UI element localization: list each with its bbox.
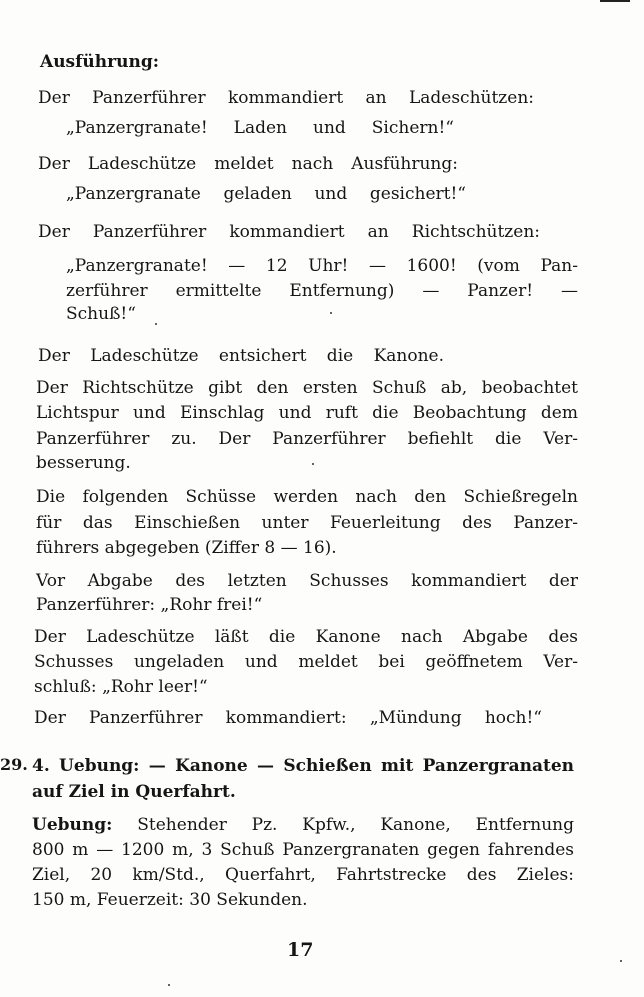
exercise-text: Stehender Pz. Kpfw., Kanone, Entfernung — [137, 815, 575, 835]
text-line: Der Ladeschütze läßt die Kanone nach Abgabe des — [34, 627, 578, 647]
exercise-line: Ziel, 20 km/Std., Querfahrt, Fahrtstrecke des Zieles: — [32, 865, 574, 885]
exercise-line — [32, 814, 574, 836]
text-line: „Panzergranate geladen und gesichert!“ — [66, 184, 466, 204]
text-line: Lichtspur und Einschlag und ruft die Beobachtung dem — [36, 403, 578, 423]
paragraph-number: 29. — [0, 755, 28, 774]
scan-speck — [155, 323, 157, 325]
text-line: Der Panzerführer kommandiert an Richtschützen: — [38, 222, 540, 242]
section-title-line: 4. Uebung: — Kanone — Schießen mit Panzergranaten — [32, 756, 574, 776]
section-heading: Ausführung: — [40, 52, 159, 72]
page-number: 17 — [287, 939, 314, 961]
exercise-line: 800 m — 1200 m, 3 Schuß Panzergranaten gegen fahrendes — [32, 840, 574, 860]
text-line: Der Ladeschütze meldet nach Ausführung: — [38, 154, 458, 174]
scan-edge-mark — [600, 0, 630, 2]
text-line: Der Ladeschütze entsichert die Kanone. — [38, 346, 444, 366]
text-line: besserung. — [36, 453, 131, 473]
exercise-label: Uebung: — [32, 815, 113, 835]
text-line: Die folgenden Schüsse werden nach den Schießregeln — [36, 487, 578, 507]
text-line: Vor Abgabe des letzten Schusses kommandiert der — [36, 571, 578, 591]
text-line: „Panzergranate! — 12 Uhr! — 1600! (vom Pan- — [66, 256, 578, 276]
text-line: Panzerführer: „Rohr frei!“ — [36, 595, 263, 615]
text-line: für das Einschießen unter Feuerleitung des Panzer- — [36, 513, 578, 533]
scan-speck — [620, 960, 622, 962]
text-line: zerführer ermittelte Entfernung) — Panzer! — — [66, 281, 578, 301]
text-line: Panzerführer zu. Der Panzerführer befiehlt die Ver- — [36, 429, 578, 449]
text-line: Schusses ungeladen und meldet bei geöffnetem Ver- — [34, 652, 578, 672]
text-line: Der Panzerführer kommandiert an Ladeschützen: — [38, 88, 534, 108]
scan-speck — [330, 312, 332, 314]
text-line: Schuß!“ — [66, 304, 136, 324]
text-line: Der Richtschütze gibt den ersten Schuß ab, beobachtet — [36, 378, 578, 398]
text-line: schluß: „Rohr leer!“ — [34, 677, 208, 697]
exercise-line: 150 m, Feuerzeit: 30 Sekunden. — [32, 890, 308, 910]
scan-speck — [168, 984, 170, 986]
text-line: Der Panzerführer kommandiert: „Mündung hoch!“ — [34, 708, 542, 728]
text-line: führers abgegeben (Ziffer 8 — 16). — [36, 538, 337, 558]
scan-speck — [312, 463, 314, 465]
section-title-line: auf Ziel in Querfahrt. — [32, 782, 236, 802]
text-line: „Panzergranate! Laden und Sichern!“ — [66, 118, 454, 138]
